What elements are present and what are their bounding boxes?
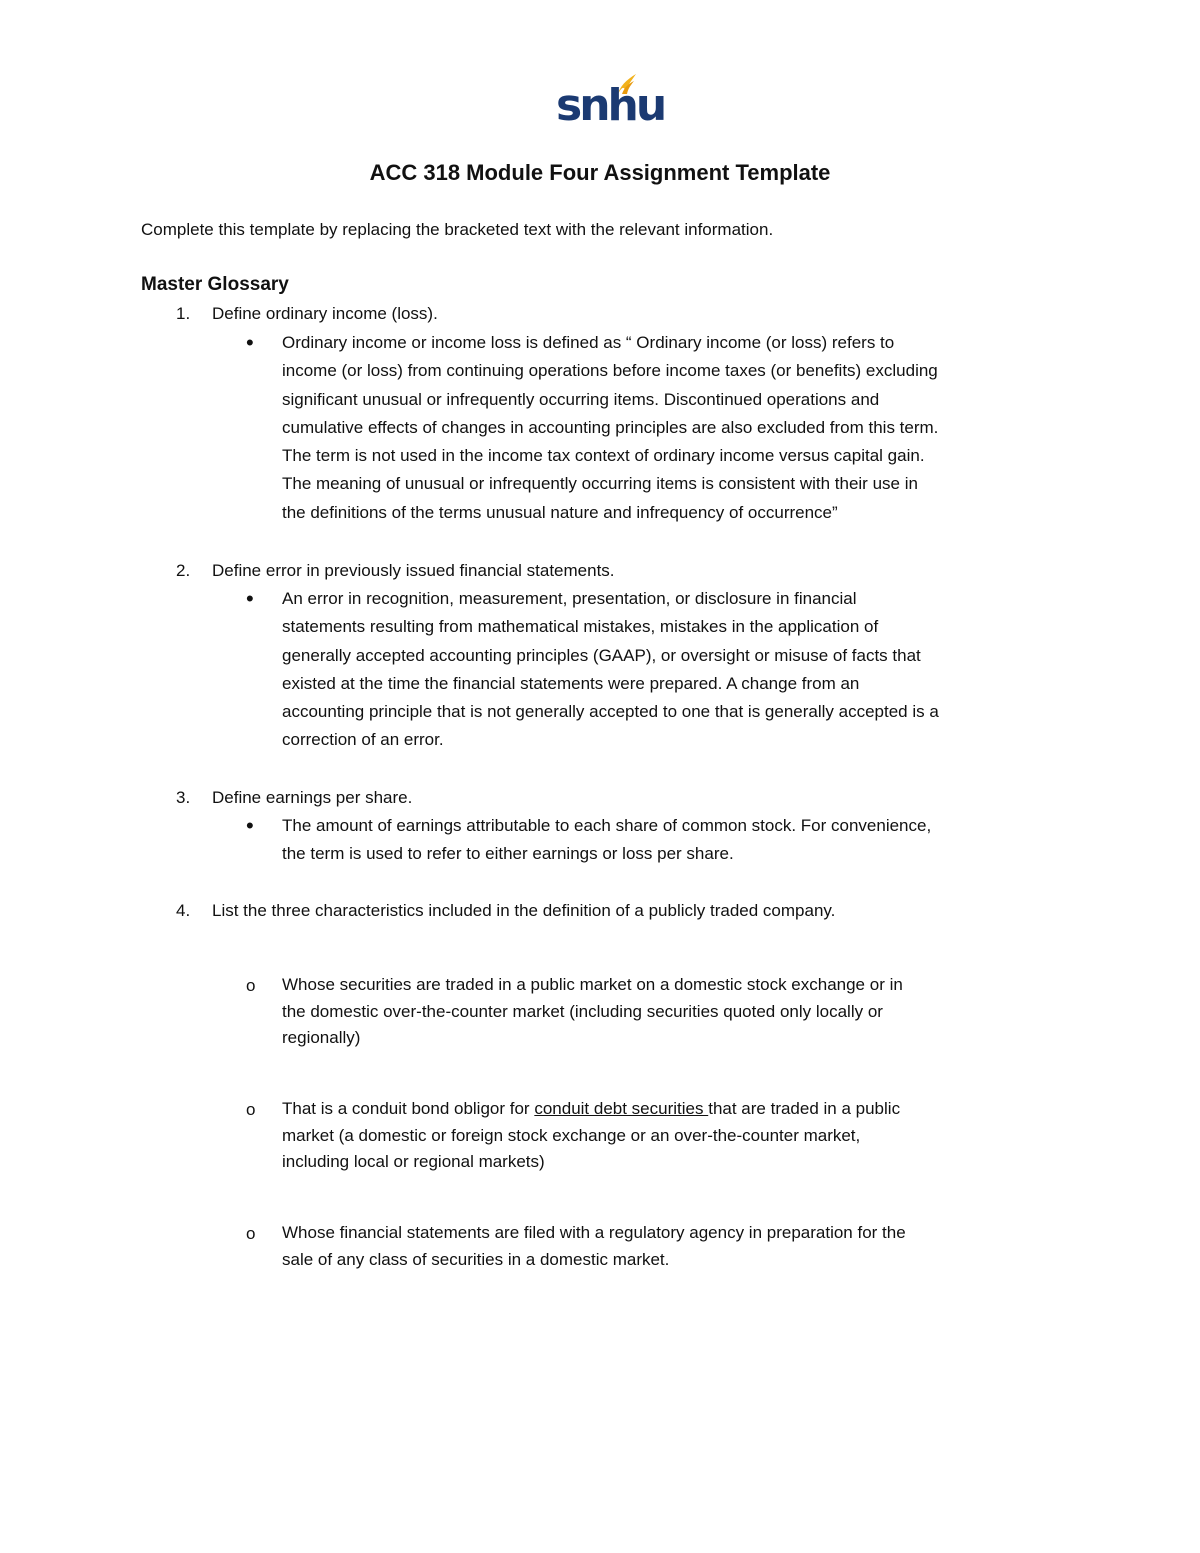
bullet-icon: • [246,813,254,838]
answer-line: Ordinary income or income loss is defined as “ Ordinary income (or loss) refers to [282,333,895,352]
characteristic-3 [282,1220,1057,1273]
characteristic-line: market (a domestic or foreign stock exchange or an over-the-counter market, [282,1125,861,1145]
question-number: 3. [176,788,191,807]
question-1 [176,302,1076,326]
section-heading: Master Glossary [141,274,289,295]
logo-wordmark: snhu [556,80,665,131]
answer-line: cumulative effects of changes in accounting principles are also excluded from this term. [282,417,939,437]
question-number: 4. [176,901,191,920]
question-text: List the three characteristics included in the definition of a publicly traded company. [212,901,836,920]
characteristic-line [282,1096,1057,1123]
intro-text: Complete this template by replacing the bracketed text with the relevant information. [141,220,774,239]
answer-line: The meaning of unusual or infrequently occurring items is consistent with their use in [282,474,918,494]
characteristic-1 [282,972,1057,1052]
characteristic-line: Whose securities are traded in a public market on a domestic stock exchange or in [282,975,903,994]
characteristic-2 [282,1096,1057,1176]
bullet-o-icon: o [246,976,256,995]
question-3 [176,786,1076,810]
answer-line: existed at the time the financial statements were prepared. A change from an [282,673,860,693]
characteristic-line: the domestic over-the-counter market (including securities quoted only locally or [282,1001,883,1021]
question-number: 2. [176,561,191,580]
bullet-icon: • [246,330,254,355]
bullet-o-icon: o [246,1100,256,1119]
answer-2 [282,585,1057,755]
question-2 [176,559,1076,583]
characteristic-text: that are traded in a public [708,1099,901,1118]
characteristic-line: including local or regional markets) [282,1152,545,1171]
answer-line: The term is not used in the income tax context of ordinary income versus capital gain. [282,446,925,466]
characteristic-line: sale of any class of securities in a domestic market. [282,1249,670,1269]
answer-line: An error in recognition, measurement, presentation, or disclosure in financial [282,589,857,608]
question-text: Define ordinary income (loss). [212,304,438,323]
bullet-icon: • [246,586,254,611]
bullet-o-icon: o [246,1224,256,1243]
answer-line: significant unusual or infrequently occurring items. Discontinued operations and [282,389,880,409]
characteristic-line: regionally) [282,1028,361,1047]
question-4 [176,899,1076,923]
answer-1 [282,329,1057,527]
answer-line: The amount of earnings attributable to each share of common stock. For convenience, [282,816,932,835]
answer-line: the definitions of the terms unusual nature and infrequency of occurrence” [282,502,838,522]
answer-line: income (or loss) from continuing operations before income taxes (or benefits) excluding [282,361,938,381]
conduit-debt-securities-link[interactable]: conduit debt securities [534,1099,709,1118]
answer-3 [282,812,1057,869]
answer-line: correction of an error. [282,730,444,750]
answer-line: statements resulting from mathematical mistakes, mistakes in the application of [282,617,879,637]
question-text: Define error in previously issued financial statements. [212,561,615,580]
answer-line: the term is used to refer to either earnings or loss per share. [282,844,734,864]
document-title: ACC 318 Module Four Assignment Template [369,160,831,185]
question-text: Define earnings per share. [212,788,413,807]
answer-line: generally accepted accounting principles (GAAP), or oversight or misuse of facts that [282,645,921,665]
characteristic-line: Whose financial statements are filed with a regulatory agency in preparation for the [282,1223,906,1242]
characteristic-text: That is a conduit bond obligor for [282,1099,535,1118]
question-number: 1. [176,304,191,323]
snhu-logo [556,72,665,134]
answer-line: accounting principle that is not generally accepted to one that is generally accepted is a [282,702,939,722]
